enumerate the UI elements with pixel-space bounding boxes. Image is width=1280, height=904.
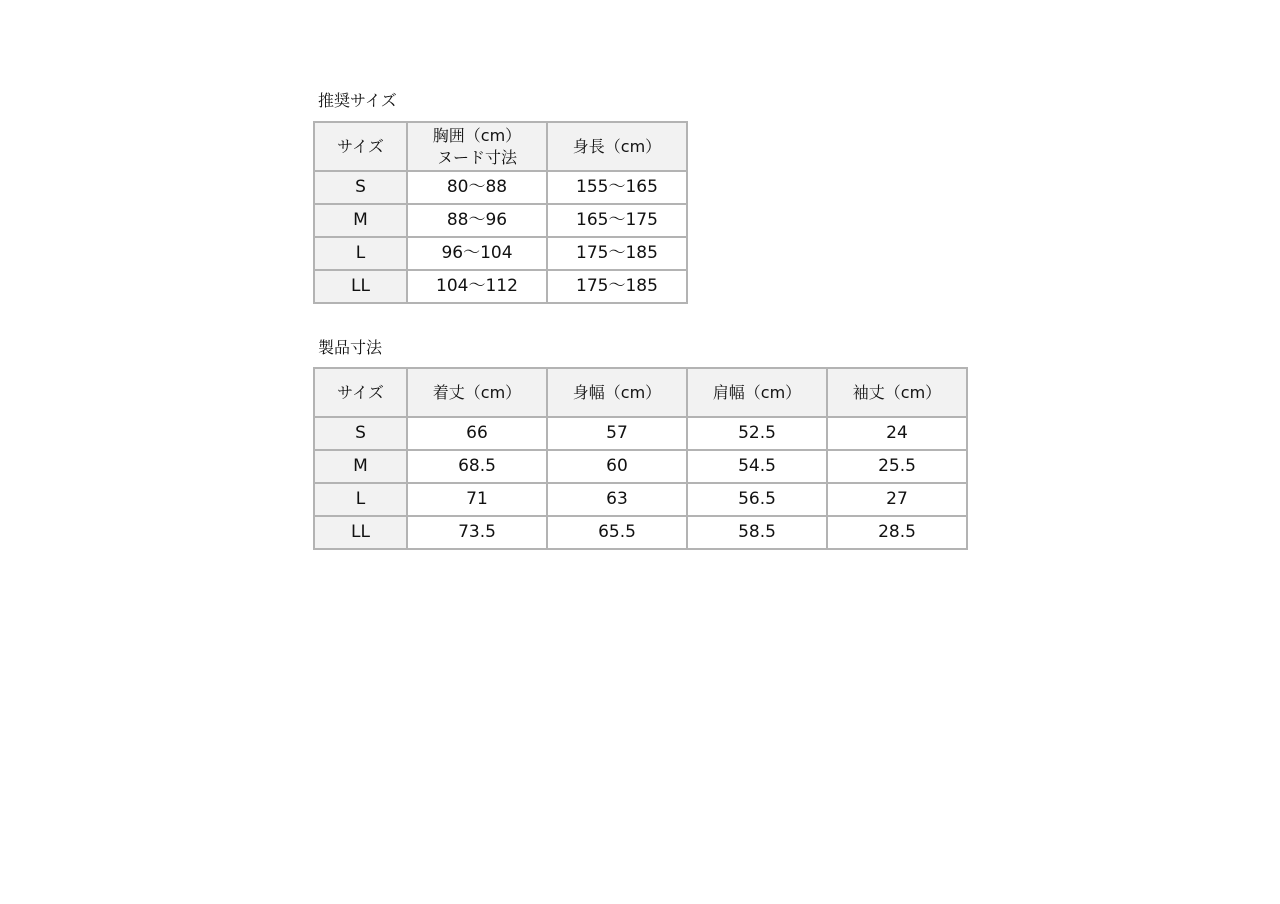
- product-dimensions-title: 製品寸法: [318, 338, 383, 357]
- height-cell: 175～185: [547, 237, 687, 270]
- table-row: [314, 204, 687, 237]
- header-size: [314, 122, 407, 171]
- header-size: サイズ: [314, 368, 407, 417]
- header-sleeve-length: 袖丈（cm）: [827, 368, 967, 417]
- sleeve-length-cell: 24: [827, 417, 967, 450]
- recommended-size-table: [313, 121, 688, 304]
- header-body-width: 身幅（cm）: [547, 368, 687, 417]
- size-cell: LL: [314, 270, 407, 303]
- shoulder-width-cell: 52.5: [687, 417, 827, 450]
- body-width-cell: 65.5: [547, 516, 687, 549]
- table-row: [314, 450, 967, 483]
- table-row: [314, 483, 967, 516]
- chest-cell: 96～104: [407, 237, 547, 270]
- sleeve-length-cell: 28.5: [827, 516, 967, 549]
- shoulder-width-cell: 56.5: [687, 483, 827, 516]
- header-chest: [407, 122, 547, 171]
- header-sublabel: ヌード寸法: [436, 147, 517, 167]
- header-length: 着丈（cm）: [407, 368, 547, 417]
- product-dimensions-table: [313, 367, 968, 550]
- header-label: サイズ: [337, 136, 384, 156]
- chest-cell: 104～112: [407, 270, 547, 303]
- body-width-cell: 60: [547, 450, 687, 483]
- shoulder-width-cell: 54.5: [687, 450, 827, 483]
- size-cell: S: [314, 171, 407, 204]
- body-width-cell: 57: [547, 417, 687, 450]
- table-row: [314, 417, 967, 450]
- table-header-row: [314, 122, 687, 171]
- size-cell: LL: [314, 516, 407, 549]
- length-cell: 68.5: [407, 450, 547, 483]
- table-row: [314, 516, 967, 549]
- body-width-cell: 63: [547, 483, 687, 516]
- header-height: [547, 122, 687, 171]
- chest-cell: 80～88: [407, 171, 547, 204]
- size-cell: L: [314, 483, 407, 516]
- length-cell: 66: [407, 417, 547, 450]
- table-row: [314, 270, 687, 303]
- length-cell: 71: [407, 483, 547, 516]
- header-label: 身長（cm）: [572, 136, 662, 156]
- table-row: [314, 171, 687, 204]
- size-cell: M: [314, 450, 407, 483]
- size-cell: L: [314, 237, 407, 270]
- height-cell: 165～175: [547, 204, 687, 237]
- length-cell: 73.5: [407, 516, 547, 549]
- table-header-row: [314, 368, 967, 417]
- header-shoulder-width: 肩幅（cm）: [687, 368, 827, 417]
- height-cell: 155～165: [547, 171, 687, 204]
- sleeve-length-cell: 25.5: [827, 450, 967, 483]
- shoulder-width-cell: 58.5: [687, 516, 827, 549]
- height-cell: 175～185: [547, 270, 687, 303]
- recommended-size-title: 推奨サイズ: [318, 91, 397, 110]
- header-label: 胸囲（cm）: [432, 125, 522, 145]
- chest-cell: 88～96: [407, 204, 547, 237]
- size-cell: M: [314, 204, 407, 237]
- table-row: [314, 237, 687, 270]
- size-cell: S: [314, 417, 407, 450]
- sleeve-length-cell: 27: [827, 483, 967, 516]
